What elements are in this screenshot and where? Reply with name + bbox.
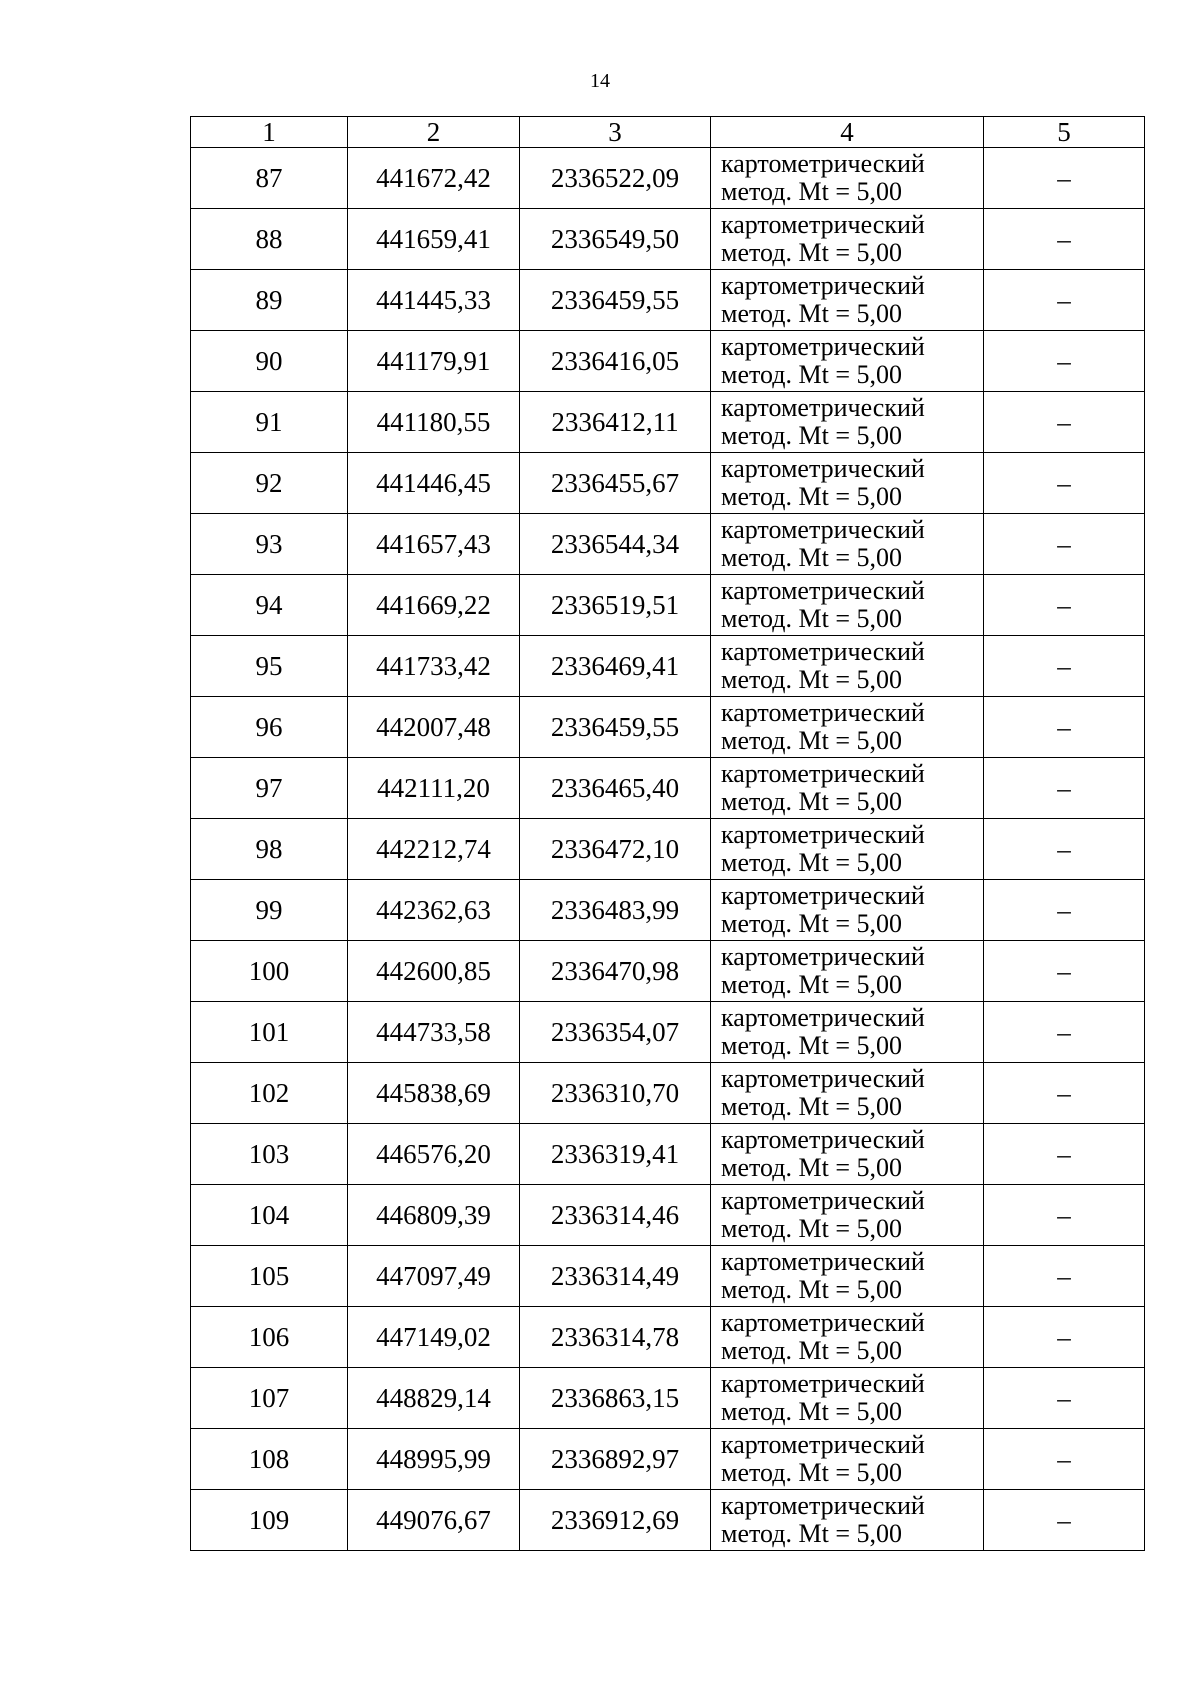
note-cell: – [984,819,1145,880]
table-row [191,1185,1145,1246]
table-row [191,331,1145,392]
x-coordinate-cell: 448995,99 [348,1429,520,1490]
y-coordinate-cell: 2336459,55 [520,697,711,758]
note-cell: – [984,697,1145,758]
method-text-line2: метод. Mt = 5,00 [721,604,902,633]
note-cell: – [984,1368,1145,1429]
method-cell [711,392,984,453]
y-coordinate-cell: 2336522,09 [520,148,711,209]
point-number-cell: 91 [191,392,348,453]
method-text-line1: картометрический [721,149,925,178]
method-text-line2: метод. Mt = 5,00 [721,1458,902,1487]
method-cell [711,697,984,758]
point-number-cell: 106 [191,1307,348,1368]
method-cell [711,148,984,209]
x-coordinate-cell: 442600,85 [348,941,520,1002]
x-coordinate-cell: 441657,43 [348,514,520,575]
method-text-line2: метод. Mt = 5,00 [721,543,902,572]
column-header: 3 [520,117,711,148]
table-row [191,148,1145,209]
y-coordinate-cell: 2336465,40 [520,758,711,819]
point-number-cell: 97 [191,758,348,819]
y-coordinate-cell: 2336912,69 [520,1490,711,1551]
point-number-cell: 108 [191,1429,348,1490]
table-row [191,453,1145,514]
x-coordinate-cell: 441445,33 [348,270,520,331]
note-cell: – [984,148,1145,209]
method-text-line2: метод. Mt = 5,00 [721,1031,902,1060]
column-header: 5 [984,117,1145,148]
method-cell [711,880,984,941]
x-coordinate-cell: 442212,74 [348,819,520,880]
method-text-line1: картометрический [721,1430,925,1459]
note-cell: – [984,270,1145,331]
method-text-line2: метод. Mt = 5,00 [721,970,902,999]
x-coordinate-cell: 447097,49 [348,1246,520,1307]
point-number-cell: 105 [191,1246,348,1307]
note-cell: – [984,1124,1145,1185]
method-text-line1: картометрический [721,393,925,422]
method-text-line1: картометрический [721,698,925,727]
table-row [191,758,1145,819]
method-text-line1: картометрический [721,1186,925,1215]
point-number-cell: 90 [191,331,348,392]
point-number-cell: 87 [191,148,348,209]
method-text-line1: картометрический [721,210,925,239]
y-coordinate-cell: 2336472,10 [520,819,711,880]
method-text-line1: картометрический [721,454,925,483]
point-number-cell: 104 [191,1185,348,1246]
note-cell: – [984,941,1145,1002]
note-cell: – [984,453,1145,514]
point-number-cell: 92 [191,453,348,514]
note-cell: – [984,209,1145,270]
point-number-cell: 99 [191,880,348,941]
x-coordinate-cell: 449076,67 [348,1490,520,1551]
method-text-line2: метод. Mt = 5,00 [721,177,902,206]
table-row [191,1246,1145,1307]
method-text-line2: метод. Mt = 5,00 [721,360,902,389]
point-number-cell: 93 [191,514,348,575]
method-text-line2: метод. Mt = 5,00 [721,1336,902,1365]
method-cell [711,819,984,880]
method-text-line1: картометрический [721,1247,925,1276]
method-cell [711,453,984,514]
column-header: 1 [191,117,348,148]
method-cell [711,1063,984,1124]
point-number-cell: 107 [191,1368,348,1429]
table-row [191,636,1145,697]
y-coordinate-cell: 2336319,41 [520,1124,711,1185]
table-row [191,514,1145,575]
point-number-cell: 100 [191,941,348,1002]
table-row [191,1307,1145,1368]
y-coordinate-cell: 2336455,67 [520,453,711,514]
note-cell: – [984,1490,1145,1551]
method-text-line1: картометрический [721,576,925,605]
method-cell [711,1002,984,1063]
note-cell: – [984,758,1145,819]
table-row [191,697,1145,758]
point-number-cell: 89 [191,270,348,331]
x-coordinate-cell: 441669,22 [348,575,520,636]
note-cell: – [984,1063,1145,1124]
x-coordinate-cell: 446576,20 [348,1124,520,1185]
method-text-line2: метод. Mt = 5,00 [721,848,902,877]
table-row [191,1429,1145,1490]
method-cell [711,758,984,819]
method-text-line2: метод. Mt = 5,00 [721,1092,902,1121]
y-coordinate-cell: 2336863,15 [520,1368,711,1429]
method-text-line1: картометрический [721,515,925,544]
method-text-line1: картометрический [721,820,925,849]
method-text-line1: картометрический [721,1125,925,1154]
note-cell: – [984,575,1145,636]
x-coordinate-cell: 447149,02 [348,1307,520,1368]
point-number-cell: 94 [191,575,348,636]
method-text-line2: метод. Mt = 5,00 [721,1153,902,1182]
table-header-row [191,117,1145,148]
x-coordinate-cell: 446809,39 [348,1185,520,1246]
method-text-line1: картометрический [721,271,925,300]
table-row [191,1063,1145,1124]
method-cell [711,1246,984,1307]
y-coordinate-cell: 2336416,05 [520,331,711,392]
column-header: 4 [711,117,984,148]
method-cell [711,1307,984,1368]
table-row [191,1368,1145,1429]
y-coordinate-cell: 2336470,98 [520,941,711,1002]
method-cell [711,1429,984,1490]
note-cell: – [984,636,1145,697]
method-text-line2: метод. Mt = 5,00 [721,1519,902,1548]
method-text-line1: картометрический [721,1491,925,1520]
table-row [191,1002,1145,1063]
table-row [191,1490,1145,1551]
table-row [191,819,1145,880]
table-row [191,270,1145,331]
x-coordinate-cell: 441659,41 [348,209,520,270]
method-text-line2: метод. Mt = 5,00 [721,482,902,511]
table-row [191,392,1145,453]
note-cell: – [984,1429,1145,1490]
x-coordinate-cell: 448829,14 [348,1368,520,1429]
method-text-line2: метод. Mt = 5,00 [721,238,902,267]
note-cell: – [984,331,1145,392]
column-header: 2 [348,117,520,148]
x-coordinate-cell: 442362,63 [348,880,520,941]
method-text-line2: метод. Mt = 5,00 [721,1397,902,1426]
method-text-line1: картометрический [721,759,925,788]
note-cell: – [984,1246,1145,1307]
method-cell [711,1185,984,1246]
y-coordinate-cell: 2336459,55 [520,270,711,331]
point-number-cell: 95 [191,636,348,697]
x-coordinate-cell: 441672,42 [348,148,520,209]
y-coordinate-cell: 2336549,50 [520,209,711,270]
method-text-line2: метод. Mt = 5,00 [721,726,902,755]
method-cell [711,209,984,270]
y-coordinate-cell: 2336519,51 [520,575,711,636]
y-coordinate-cell: 2336314,46 [520,1185,711,1246]
table-row [191,575,1145,636]
method-text-line1: картометрический [721,332,925,361]
method-cell [711,514,984,575]
table-row [191,1124,1145,1185]
y-coordinate-cell: 2336354,07 [520,1002,711,1063]
method-text-line1: картометрический [721,1064,925,1093]
note-cell: – [984,1185,1145,1246]
note-cell: – [984,1307,1145,1368]
point-number-cell: 88 [191,209,348,270]
point-number-cell: 103 [191,1124,348,1185]
x-coordinate-cell: 441180,55 [348,392,520,453]
y-coordinate-cell: 2336310,70 [520,1063,711,1124]
method-text-line1: картометрический [721,637,925,666]
point-number-cell: 109 [191,1490,348,1551]
point-number-cell: 98 [191,819,348,880]
y-coordinate-cell: 2336314,49 [520,1246,711,1307]
method-text-line1: картометрический [721,881,925,910]
point-number-cell: 102 [191,1063,348,1124]
x-coordinate-cell: 445838,69 [348,1063,520,1124]
x-coordinate-cell: 444733,58 [348,1002,520,1063]
method-text-line2: метод. Mt = 5,00 [721,665,902,694]
table-row [191,880,1145,941]
method-cell [711,575,984,636]
note-cell: – [984,880,1145,941]
method-text-line1: картометрический [721,1003,925,1032]
method-text-line2: метод. Mt = 5,00 [721,421,902,450]
table-row [191,209,1145,270]
method-cell [711,331,984,392]
y-coordinate-cell: 2336544,34 [520,514,711,575]
page-number: 14 [590,70,610,92]
x-coordinate-cell: 441733,42 [348,636,520,697]
method-text-line1: картометрический [721,1308,925,1337]
method-text-line2: метод. Mt = 5,00 [721,299,902,328]
method-cell [711,1490,984,1551]
y-coordinate-cell: 2336314,78 [520,1307,711,1368]
y-coordinate-cell: 2336412,11 [520,392,711,453]
method-text-line2: метод. Mt = 5,00 [721,1275,902,1304]
y-coordinate-cell: 2336469,41 [520,636,711,697]
method-cell [711,636,984,697]
x-coordinate-cell: 441446,45 [348,453,520,514]
method-text-line2: метод. Mt = 5,00 [721,909,902,938]
table-row [191,941,1145,1002]
method-cell [711,270,984,331]
method-text-line1: картометрический [721,1369,925,1398]
x-coordinate-cell: 442111,20 [348,758,520,819]
point-number-cell: 101 [191,1002,348,1063]
note-cell: – [984,514,1145,575]
x-coordinate-cell: 441179,91 [348,331,520,392]
method-text-line2: метод. Mt = 5,00 [721,787,902,816]
coordinates-table [190,116,1145,1551]
method-text-line1: картометрический [721,942,925,971]
y-coordinate-cell: 2336483,99 [520,880,711,941]
note-cell: – [984,1002,1145,1063]
note-cell: – [984,392,1145,453]
method-cell [711,1124,984,1185]
method-cell [711,941,984,1002]
method-cell [711,1368,984,1429]
point-number-cell: 96 [191,697,348,758]
method-text-line2: метод. Mt = 5,00 [721,1214,902,1243]
x-coordinate-cell: 442007,48 [348,697,520,758]
y-coordinate-cell: 2336892,97 [520,1429,711,1490]
